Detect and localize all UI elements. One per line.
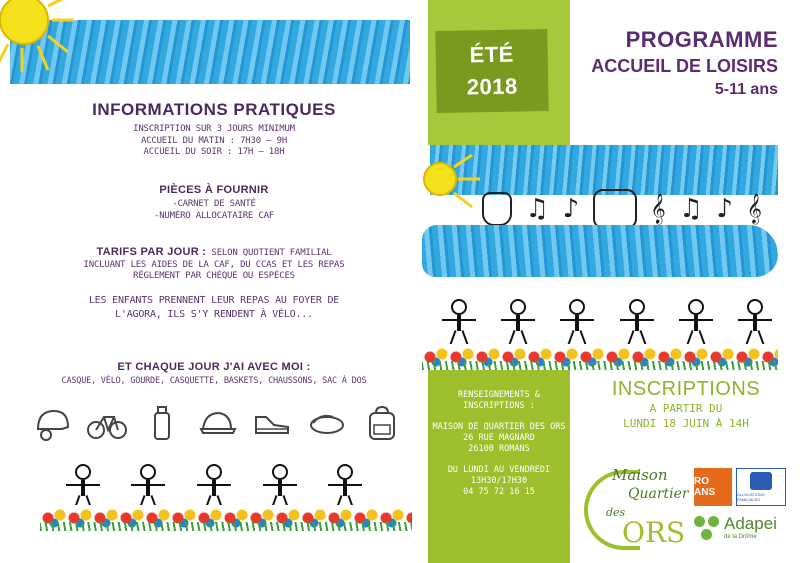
child-drawing xyxy=(328,464,362,510)
program-title: PROGRAMME xyxy=(625,27,778,52)
child-drawing xyxy=(66,464,100,510)
contact-info xyxy=(428,390,570,498)
romans-logo xyxy=(694,468,732,506)
info-line: ACCUEIL DU MATIN : 7H30 – 9H xyxy=(140,135,288,146)
slippers-icon xyxy=(307,403,347,443)
inscriptions-from: A PARTIR DU xyxy=(649,402,723,415)
child-drawing xyxy=(738,299,772,345)
pieces-line: -NUMÉRO ALLOCATAIRE CAF xyxy=(153,210,275,221)
helmet-icon xyxy=(32,403,72,443)
maison-de-quartier-logo xyxy=(584,462,689,552)
chaque-section xyxy=(0,361,428,388)
info-line: INSCRIPTION SUR 3 JOURS MINIMUM xyxy=(133,124,295,134)
program-ages: 5-11 ans xyxy=(714,81,778,98)
child-drawing xyxy=(679,299,713,345)
cap-icon xyxy=(197,403,237,443)
contact-line: INSCRIPTIONS : xyxy=(463,401,535,411)
info-line: ACCUEIL DU SOIR : 17H – 18H xyxy=(143,147,285,157)
equipment-row xyxy=(32,400,402,446)
address-line: MAISON DE QUARTIER DES ORS xyxy=(432,422,566,432)
music-note-icon: ♫ xyxy=(679,194,703,224)
tarifs-title: TARIFS PAR JOUR : xyxy=(96,246,207,258)
adapei-logo xyxy=(694,512,790,548)
sun-icon xyxy=(0,0,78,74)
inscriptions-section xyxy=(586,378,786,431)
tarifs-line: RÈGLEMENT PAR CHÈQUE OU ESPÈCES xyxy=(133,271,295,281)
music-note-icon: ♫ xyxy=(525,194,549,224)
caf-icon xyxy=(750,472,772,490)
sun-icon xyxy=(422,153,484,215)
repas-line: LES ENFANTS PRENNENT LEUR REPAS AU FOYER DE xyxy=(88,295,340,306)
flowers-illustration-main xyxy=(422,344,778,370)
hours-line: 13H30/17H30 xyxy=(470,476,528,486)
sneakers-icon xyxy=(252,403,292,443)
logo-text: ORS xyxy=(622,516,686,549)
season-badge xyxy=(435,29,548,113)
bike-icon xyxy=(87,403,127,443)
child-drawing xyxy=(620,299,654,345)
chaque-title: ET CHAQUE JOUR J'AI AVEC MOI : xyxy=(117,361,311,373)
music-note-icon: ♪ xyxy=(562,194,580,224)
program-subtitle: ACCUEIL DE LOISIRS xyxy=(591,56,778,76)
kids-illustration-main xyxy=(442,295,772,345)
child-drawing xyxy=(442,299,476,345)
pieces-title: PIÈCES À FOURNIR xyxy=(159,184,269,196)
adapei-mark-icon xyxy=(694,516,720,542)
music-note-icon: ♪ xyxy=(716,194,733,224)
river-illustration xyxy=(422,225,778,277)
logo-text: Quartier xyxy=(628,486,689,502)
chaque-line: CASQUE, VÉLO, GOURDE, CASQUETTE, BASKETS, CHAUSSONS, SAC À DOS xyxy=(61,376,367,386)
logo-text: Adapei xyxy=(724,514,777,533)
kids-illustration-left xyxy=(0,450,428,510)
repas-section xyxy=(0,294,428,322)
logo-text: de la Drôme xyxy=(724,534,757,540)
inscriptions-title: INSCRIPTIONS xyxy=(611,378,761,400)
season-label: ÉTÉ xyxy=(469,41,515,68)
caf-logo xyxy=(736,468,786,506)
child-drawing xyxy=(197,464,231,510)
info-section xyxy=(0,100,428,159)
drum-icon xyxy=(482,192,512,226)
address-line: 26100 ROMANS xyxy=(468,444,530,454)
repas-line: L'AGORA, ILS S'Y RENDENT À VÉLO... xyxy=(115,309,313,320)
child-drawing xyxy=(560,299,594,345)
logo-text: Maison xyxy=(612,466,668,484)
treble-clef-icon: 𝄞 xyxy=(650,193,666,224)
contact-line: RENSEIGNEMENTS & xyxy=(458,390,540,400)
child-drawing xyxy=(131,464,165,510)
address-line: 26 RUE MAGNARD xyxy=(463,433,535,443)
child-drawing xyxy=(501,299,535,345)
tarifs-line: INCLUANT LES AIDES DE LA CAF, DU CCAS ET LES REPAS xyxy=(83,259,345,270)
pieces-line: -CARNET DE SANTÉ xyxy=(172,199,256,209)
flowers-illustration-left xyxy=(40,505,412,531)
music-notes-row xyxy=(482,189,762,229)
program-header xyxy=(591,26,778,102)
main-illustration xyxy=(422,145,778,370)
bottle-icon xyxy=(142,403,182,443)
inscriptions-date: LUNDI 18 JUIN À 14H xyxy=(623,417,749,430)
info-title: INFORMATIONS PRATIQUES xyxy=(92,100,336,119)
pieces-section xyxy=(0,184,428,222)
tarifs-rest: SELON QUOTIENT FAMILIAL xyxy=(206,248,332,258)
hours-line: DU LUNDI AU VENDREDI xyxy=(447,465,551,475)
tarifs-heading xyxy=(0,240,428,260)
logo-text: des xyxy=(606,506,626,519)
logo-text: ALLOCATIONS FAMILIALES xyxy=(737,492,765,502)
partner-logos xyxy=(578,462,790,554)
phone-line: 04 75 72 16 15 xyxy=(463,487,535,497)
treble-clef-icon: 𝄞 xyxy=(746,193,762,224)
tarifs-section xyxy=(0,240,428,283)
year-label: 2018 xyxy=(466,73,518,100)
logo-text: RO ANS xyxy=(694,476,716,498)
child-drawing xyxy=(263,464,297,510)
backpack-icon xyxy=(362,403,402,443)
drum-icon xyxy=(593,189,637,229)
